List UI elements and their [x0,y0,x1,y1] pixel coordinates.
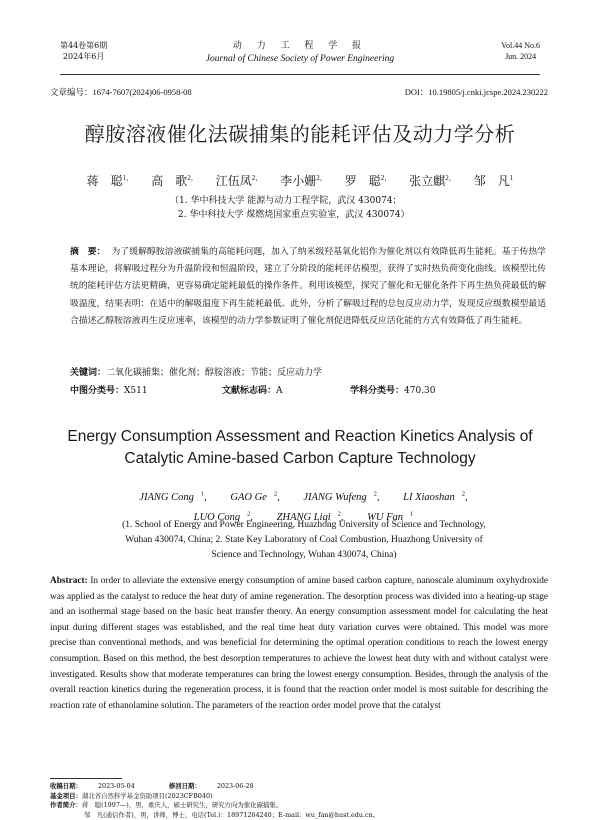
affiliation-en-line-2: Wuhan 430074, China; 2. State Key Laboratory of Coal Combustion, Huazhong University of [62,533,546,548]
abstract-en-text: In order to alleviate the extensive energy consumption of amine based carbon capture, nanoscale aluminum oxyhydroxide was applied as the catalyst to reduce the heat duty of amine regeneration. The desorption process was divided into a heating-up stage and an isothermal stage based on the basic heat transfer theory. An energy consumption assessment model for calculating the heat input during different stages was established, and the real time heat duty variation curves were obtained. This model was more precise than conventional methods, and was beneficial for determining the optimal operation conditions to reach the lowest energy consumption. Based on this method, the best desorption temperatures to achieve the lowest heat duty with and without catalyst were investigated. Results show that moderate temperatures can bring the lowest energy consumption. Besides, through the analysis of the overall reaction kinetics during the regeneration process, it is found that the reaction order model is most suitable for describing the reaction rate of ethanolamine solution. The parameters of the reaction order model prove that the catalyst [50,576,548,711]
author-en: ZHANG Liqi $^2$, [270,512,344,523]
affiliations-cn [170,194,410,222]
keywords-cn-text: 二氧化碳捕集；催化剂；醇胺溶液；节能；反应动力学 [106,368,322,378]
author-en: LUO Cong $^2$, [187,512,253,523]
author-cn: 邹 凡$^1$ [474,174,514,188]
header-volume-cn: 第44卷第6期 [60,40,107,51]
author-en: JIANG Wufeng $^2$, [296,492,379,503]
footnote-rule [50,778,122,779]
clc-number: 中图分类号：X511 [70,383,148,396]
author-en: JIANG Cong $^1$, [132,492,206,503]
author-en: WU Fan $^1$ [360,512,413,523]
subject-code: 学科分类号：470.30 [350,383,436,396]
affiliation-cn-2: 2. 华中科技大学 煤燃烧国家重点实验室，武汉 430074） [170,208,410,222]
article-number: 文章编号：1674-7607(2024)06-0958-08 [50,86,192,98]
footnote-dates: 收稿日期： 2023-05-04 修回日期： 2023-06-28 [50,782,548,792]
title-en [0,426,600,470]
authors-en-line-1 [0,485,600,506]
title-en-line-2: Catalytic Amine-based Carbon Capture Technology [0,448,600,470]
author-cn: 蒋 聪$^{1,}$ [87,174,134,188]
title-cn: 醇胺溶液催化法碳捕集的能耗评估及动力学分析 [0,118,600,147]
abstract-cn [70,244,546,330]
footnote-author-1: 作者简介：蒋 聪(1997—)，男，重庆人，硕士研究生，研究方向为催化碳捕集。 [50,801,548,811]
doi: DOI：10.19805/j.cnki.jcspe.2024.230222 [405,86,548,98]
abstract-en [50,574,548,714]
document-code: 文献标志码：A [222,383,283,396]
header-date-cn: 2024年6月 [60,51,107,62]
authors-cn [0,172,600,189]
affiliations-en [62,518,546,563]
header-rule [60,74,540,75]
footnote [50,782,548,820]
header-date-en: Jun. 2024 [501,51,540,62]
author-cn: 江伍凤$^{2,}$ [216,174,263,188]
abstract-cn-label: 摘 要： [70,247,105,257]
author-cn: 张立麒$^{2,}$ [409,174,456,188]
header-journal-en: Journal of Chinese Society of Power Engineering [60,53,540,66]
footnote-author-2: 邹 凡(通信作者)，男，讲师，博士，电话(Tel.)：18971264240；E-mail：wu_fan@hust.edu.cn。 [50,811,548,820]
header-right [501,40,540,62]
keywords-cn [70,365,546,378]
footnote-fund: 基金项目：湖北省自然科学基金资助项目(2023CFB040) [50,792,548,802]
affiliation-en-line-1: (1. School of Energy and Power Engineering, Huazhong University of Science and Technology, [62,518,546,533]
abstract-cn-text: 为了缓解醇胺溶液碳捕集的高能耗问题，加入了纳米级羟基氧化铝作为催化剂以有效降低再生能耗。基于传热学基本理论，将解吸过程分为升温阶段和恒温阶段，建立了分阶段的能耗评估模型，获得了实时热负荷变化曲线。该模型比传统的能耗评估方法更精确，更容易确定能耗最低的操作条件。利用该模型，探究了催化和无催化条件下再生热负荷最低的解吸温度，结果表明：在适中的解吸温度下再生能耗最低。此外，分析了解吸过程的总包反应动力学，发现反应级数模型最适合描述乙醇胺溶液再生反应速率，该模型的动力学参数证明了催化剂促进降低反应活化能的方式有效降低了再生能耗。 [70,247,546,326]
author-cn: 高 歌$^{2,}$ [151,174,198,188]
author-cn: 李小姗$^{2,}$ [280,174,327,188]
keywords-cn-label: 关键词： [70,368,106,378]
author-en: LI Xiaoshan $^2$, [396,492,468,503]
header-center [60,40,540,66]
header-journal-cn: 动 力 工 程 学 报 [60,40,540,53]
affiliation-cn-1: （1. 华中科技大学 能源与动力工程学院，武汉 430074； [170,194,410,208]
abstract-en-label: Abstract: [50,576,88,586]
affiliation-en-line-3: Science and Technology, Wuhan 430074, China) [62,548,546,563]
running-header [60,40,540,74]
author-cn: 罗 聪$^{2,}$ [345,174,392,188]
title-en-line-1: Energy Consumption Assessment and Reaction Kinetics Analysis of [0,426,600,448]
author-en: GAO Ge $^2$, [223,492,279,503]
header-volume-en: Vol.44 No.6 [501,40,540,51]
